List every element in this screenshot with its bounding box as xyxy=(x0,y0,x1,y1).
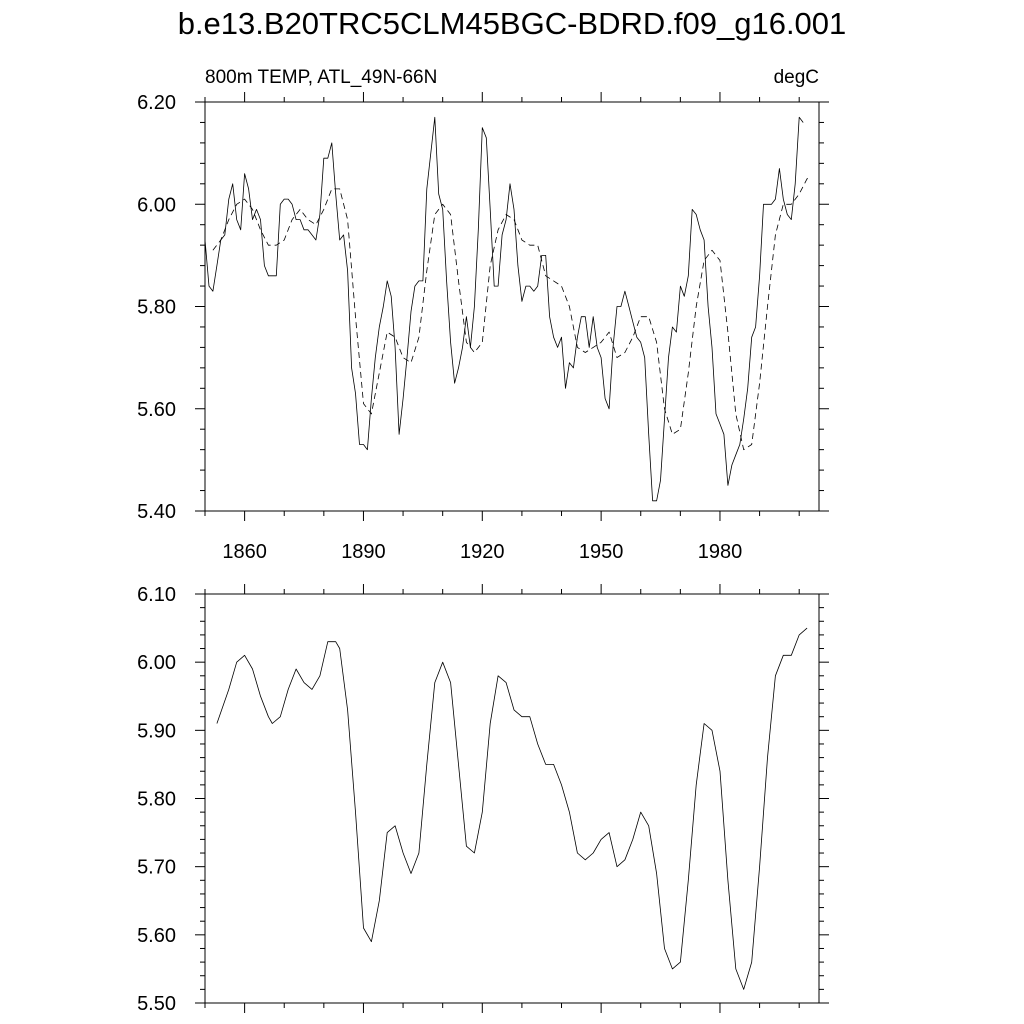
y-tick-label: 6.00 xyxy=(137,652,176,675)
series-line-solid xyxy=(217,628,807,989)
panel-right-label: degC xyxy=(773,67,819,88)
series-line-dashed xyxy=(213,179,811,450)
y-tick-label: 5.70 xyxy=(137,856,176,879)
y-tick-label: 5.80 xyxy=(137,788,176,811)
x-tick-label: 1860 xyxy=(222,541,267,563)
y-tick-label: 5.60 xyxy=(137,924,176,947)
y-tick-label: 6.10 xyxy=(137,584,176,606)
x-tick-label: 1920 xyxy=(460,541,505,563)
y-tick-label: 5.40 xyxy=(137,501,176,523)
plot-frame xyxy=(205,594,819,1003)
series-line-solid xyxy=(205,117,803,501)
y-tick-label: 6.00 xyxy=(137,194,176,217)
y-tick-label: 5.60 xyxy=(137,398,176,421)
chart-title: b.e13.B20TRC5CLM45BGC-BDRD.f09_g16.001 xyxy=(177,6,847,41)
x-tick-label: 1890 xyxy=(341,541,386,563)
x-tick-label: 1950 xyxy=(578,541,624,563)
plot-frame xyxy=(205,102,819,511)
y-tick-label: 6.20 xyxy=(137,92,176,114)
top-panel xyxy=(137,67,829,563)
panel-left-label: 800m TEMP, ATL_49N-66N xyxy=(205,67,438,88)
bottom-panel xyxy=(137,584,829,1015)
x-tick-label: 1980 xyxy=(697,541,743,563)
y-tick-label: 5.50 xyxy=(137,993,176,1015)
y-tick-label: 5.80 xyxy=(137,296,176,319)
y-tick-label: 5.90 xyxy=(137,720,176,743)
